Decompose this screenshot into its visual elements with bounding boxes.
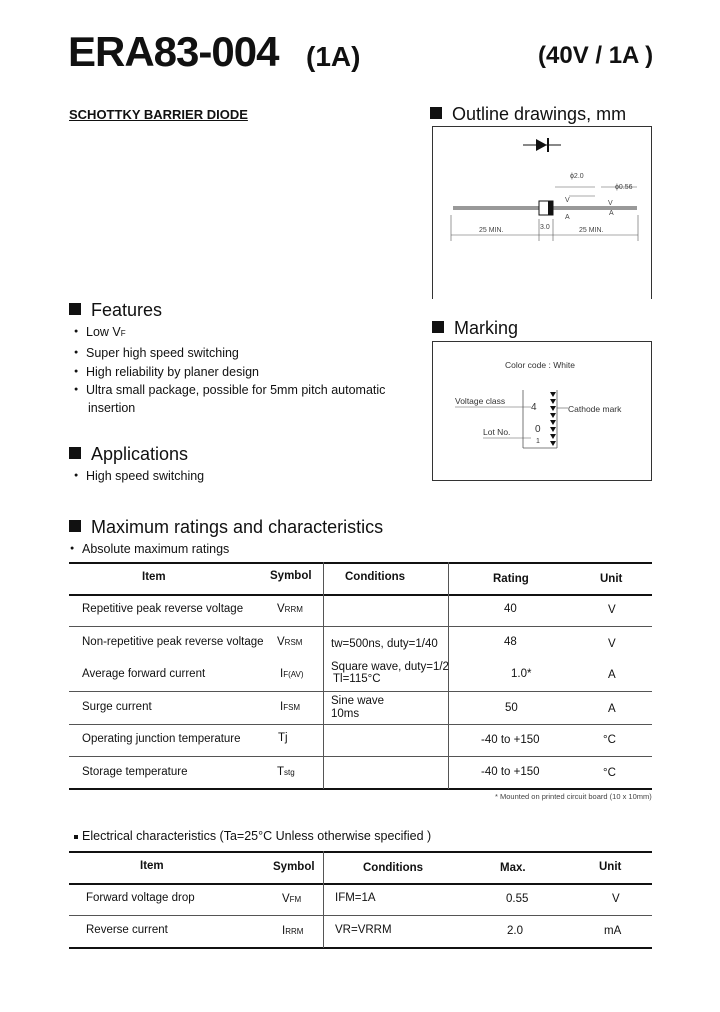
feature-item-continued: insertion (88, 401, 136, 415)
cathode-band-marks (550, 392, 556, 446)
table-row-item: Forward voltage drop (86, 892, 195, 904)
col-header: Item (142, 571, 166, 583)
table-row-unit: V (612, 893, 620, 905)
table-row-item: Surge current (82, 701, 152, 713)
footnote: * Mounted on printed circuit board (10 x 10mm) (495, 792, 652, 801)
table-row-unit: °C (603, 767, 616, 779)
svg-text:1: 1 (536, 438, 540, 445)
table-row-rating: -40 to +150 (481, 734, 540, 746)
svg-text:4: 4 (531, 402, 537, 413)
table-row-rating: 40 (504, 603, 517, 615)
feature-item: ● Ultra small package, possible for 5mm pitch automatic (86, 383, 385, 397)
col-header: Max. (500, 862, 526, 874)
table-row-item: Non-repetitive peak reverse voltage (82, 636, 264, 648)
svg-text:Cathode mark: Cathode mark (568, 404, 622, 414)
square-bullet-icon (69, 520, 81, 532)
table-row-max: 2.0 (507, 925, 523, 937)
table-row-condition: IFM=1A (335, 892, 376, 904)
table-row-symbol: Tj (278, 732, 288, 744)
svg-text:ϕ0.56: ϕ0.56 (615, 184, 633, 191)
feature-item: ● Super high speed switching (86, 346, 239, 360)
table-row-unit: A (608, 669, 616, 681)
marking-heading: Marking (432, 318, 518, 339)
square-bullet-icon (69, 303, 81, 315)
svg-text:ϕ2.0: ϕ2.0 (570, 173, 584, 180)
features-heading: Features (69, 300, 162, 321)
col-header: Rating (493, 573, 529, 585)
table-row-condition-2: 10ms (331, 708, 360, 720)
svg-text:3.0: 3.0 (540, 224, 550, 231)
col-header: Symbol (270, 570, 312, 582)
table-row-unit: A (608, 703, 616, 715)
electrical-heading: Electrical characteristics (Ta=25°C Unless otherwise specified ) (74, 829, 431, 843)
svg-text:V: V (565, 197, 570, 204)
svg-text:Lot No.: Lot No. (483, 427, 511, 437)
svg-text:25 MIN.: 25 MIN. (579, 227, 604, 234)
table-row-symbol: IRRM (282, 925, 304, 937)
feature-item: ● High reliability by planer design (86, 365, 259, 379)
table-row-item: Operating junction temperature (82, 733, 241, 745)
svg-text:Color code : White: Color code : White (505, 360, 575, 370)
outline-drawing-box (432, 126, 652, 299)
ratings-subheading: ● Absolute maximum ratings (82, 542, 229, 556)
table-row-condition-2: Tl=115°C (333, 673, 381, 685)
ratings-heading: Maximum ratings and characteristics (69, 517, 383, 538)
outline-drawing (433, 127, 651, 299)
table-row-rating: -40 to +150 (481, 766, 540, 778)
svg-text:0: 0 (535, 424, 541, 435)
table-row-condition: VR=VRRM (335, 924, 392, 936)
table-row-symbol: VRSM (277, 636, 303, 648)
svg-text:Voltage class: Voltage class (455, 396, 506, 406)
outline-heading: Outline drawings, mm (430, 104, 626, 125)
square-bullet-icon (69, 447, 81, 459)
svg-text:A: A (565, 214, 570, 221)
col-header: Symbol (273, 861, 315, 873)
product-type: SCHOTTKY BARRIER DIODE (69, 107, 248, 122)
table-row-symbol: VRRM (277, 603, 303, 615)
part-number: ERA83-004 (68, 28, 279, 75)
table-row-unit: V (608, 638, 616, 650)
table-row-symbol: IFSM (280, 701, 301, 713)
square-bullet-icon (430, 107, 442, 119)
applications-heading: Applications (69, 444, 188, 465)
table-row-item: Reverse current (86, 924, 168, 936)
table-row-rating: 50 (505, 702, 518, 714)
table-row-condition: Square wave, duty=1/2 (331, 661, 449, 673)
table-row-item: Repetitive peak reverse voltage (82, 603, 244, 615)
application-item: ● High speed switching (86, 469, 204, 483)
table-row-condition: Sine wave (331, 695, 385, 707)
svg-text:V: V (608, 200, 613, 207)
col-header: Conditions (363, 862, 424, 874)
col-header: Unit (599, 861, 622, 873)
rating-tag: (40V / 1A ) (538, 42, 654, 69)
diode-symbol-icon (523, 138, 561, 152)
table-row-symbol: IF(AV) (280, 668, 304, 680)
svg-text:A: A (609, 210, 614, 217)
table-row-max: 0.55 (506, 893, 529, 905)
col-header: Conditions (345, 571, 406, 583)
table-row-unit: °C (603, 734, 616, 746)
table-row-symbol: Tstg (277, 766, 295, 778)
marking-box (432, 341, 652, 481)
table-row-unit: mA (604, 925, 622, 937)
marking-drawing (433, 342, 651, 480)
table-row-symbol: VFM (282, 893, 302, 905)
feature-item: ● Low VF (86, 325, 126, 339)
table-row-unit: V (608, 604, 616, 616)
svg-text:25 MIN.: 25 MIN. (479, 227, 504, 234)
col-header: Item (140, 860, 164, 872)
table-row-rating: 1.0* (511, 668, 532, 680)
table-row-item: Average forward current (82, 668, 206, 680)
square-bullet-icon (432, 321, 444, 333)
current-tag: (1A) (306, 41, 361, 72)
table-row-rating: 48 (504, 636, 517, 648)
table-row-condition: tw=500ns, duty=1/40 (331, 638, 438, 650)
table-row-item: Storage temperature (82, 766, 188, 778)
col-header: Unit (600, 573, 623, 585)
